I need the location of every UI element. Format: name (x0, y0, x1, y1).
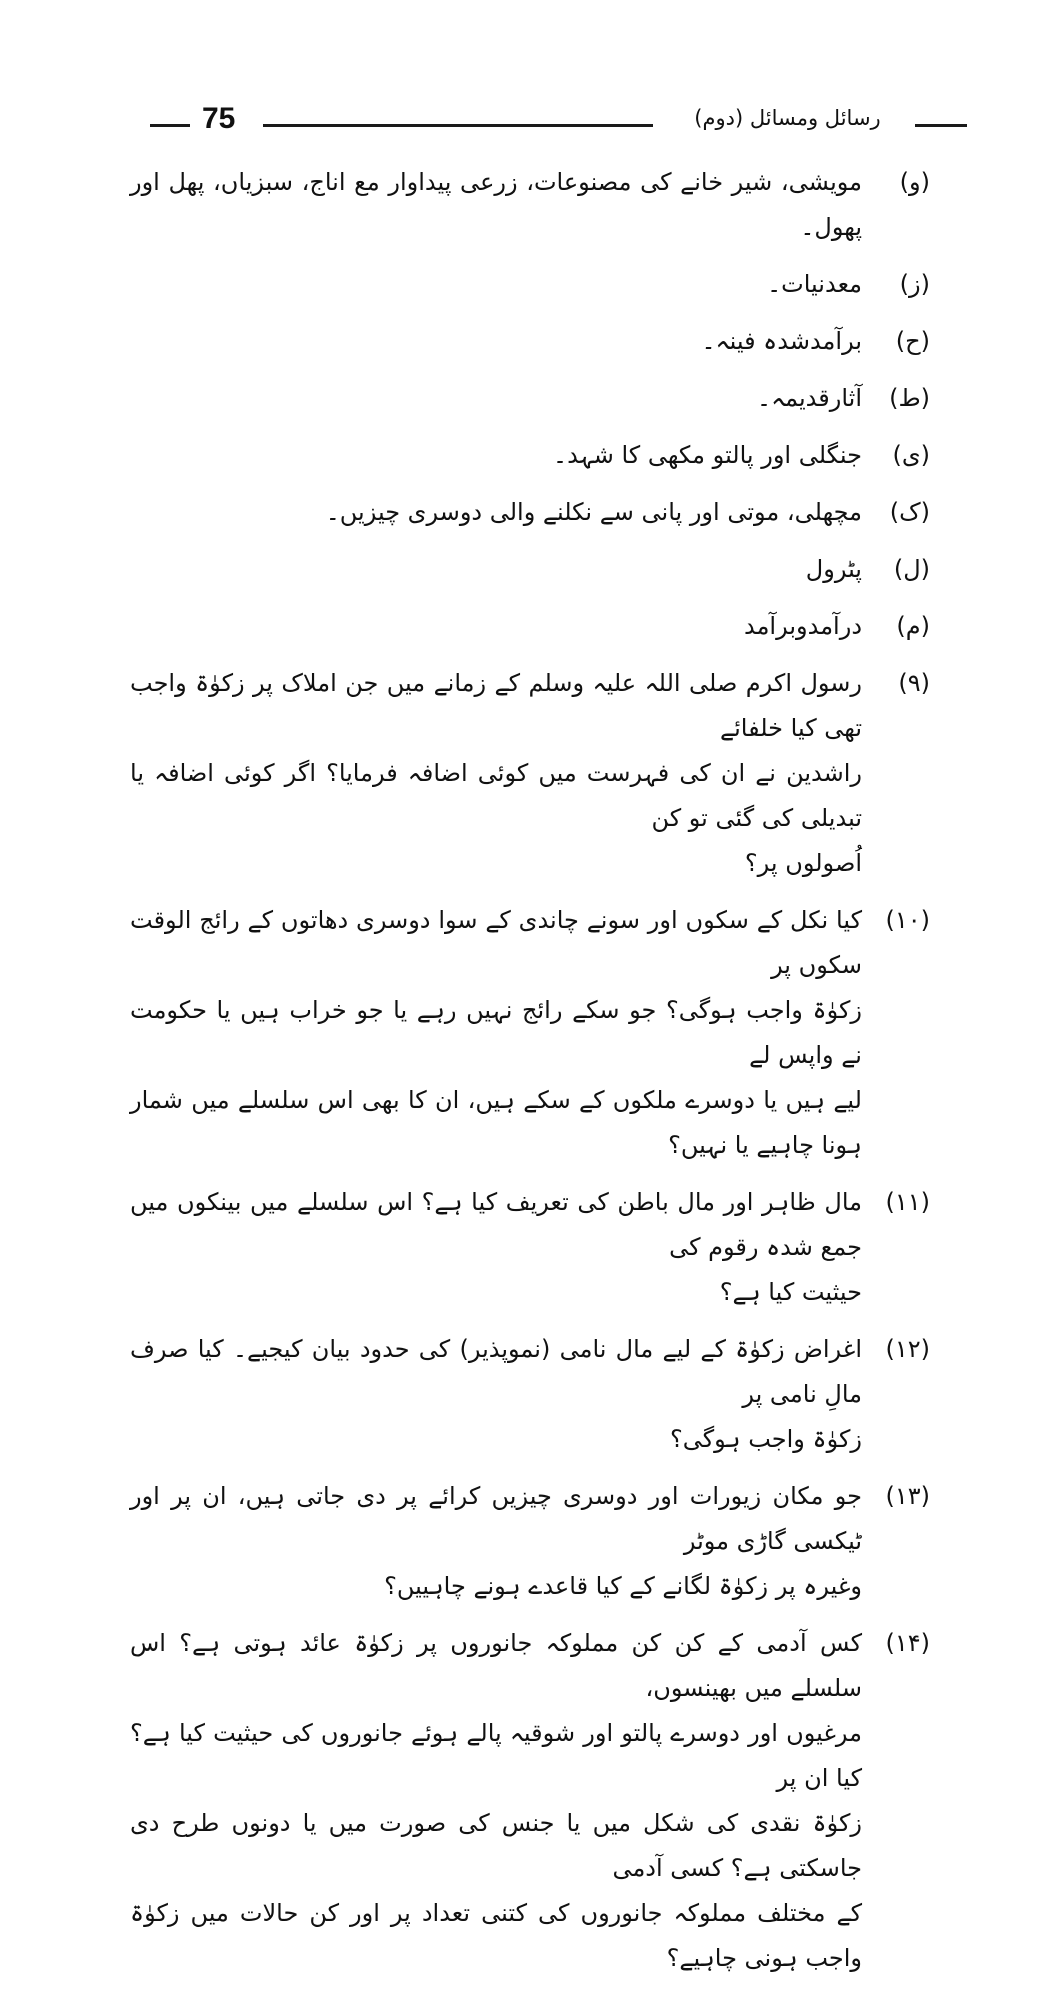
item-text-line: زکوٰۃ واجب ہوگی؟ (669, 1425, 862, 1453)
item-text-line: کیا نکل کے سکوں اور سونے چاندی کے سوا دوسری دھاتوں کے رائج الوقت سکوں پر (130, 906, 862, 979)
item-text-line: راشدین نے ان کی فہرست میں کوئی اضافہ فرمایا؟ اگر کوئی اضافہ یا تبدیلی کی گئی تو کن (130, 759, 862, 832)
item-text-line: درآمدوبرآمد (743, 612, 862, 640)
list-item (130, 547, 930, 592)
item-text (130, 433, 862, 478)
item-marker: (۱۴) (885, 1629, 930, 1657)
item-text-line: وغیرہ پر زکوٰۃ لگانے کے کیا قاعدے ہونے چاہییں؟ (384, 1572, 862, 1600)
item-text (130, 319, 862, 364)
list-item (130, 898, 930, 1168)
list-item (130, 604, 930, 649)
item-text (130, 160, 862, 250)
item-marker: (ل) (893, 555, 930, 583)
item-text-line: مرغیوں اور دوسرے پالتو اور شوقیہ پالے ہوئے جانوروں کی حیثیت کیا ہے؟ کیا ان پر (130, 1719, 862, 1792)
list-item (130, 1621, 930, 1981)
item-text (130, 547, 862, 592)
item-marker: (۱۱) (885, 1188, 930, 1216)
list-item (130, 1180, 930, 1315)
list-item (130, 319, 930, 364)
item-text (130, 898, 862, 1168)
item-text-line: آثارقدیمہ۔ (757, 384, 862, 412)
item-marker: (ح) (895, 327, 930, 355)
list-item (130, 160, 930, 250)
item-text-line: پٹرول (805, 555, 862, 583)
item-text-line: برآمدشدہ فینہ۔ (701, 327, 862, 355)
item-text (130, 1327, 862, 1462)
list-item (130, 661, 930, 886)
list-item (130, 376, 930, 421)
item-text-line: جنگلی اور پالتو مکھی کا شہد۔ (553, 441, 862, 469)
page-number: 75 (202, 102, 236, 135)
item-text-line: مال ظاہر اور مال باطن کی تعریف کیا ہے؟ اس سلسلے میں بینکوں میں جمع شدہ رقوم کی (130, 1188, 862, 1261)
list-item (130, 1474, 930, 1609)
item-marker: (ک) (889, 498, 930, 526)
item-text (130, 661, 862, 886)
item-text (130, 604, 862, 649)
item-marker: (م) (896, 612, 930, 640)
item-marker: (ط) (889, 384, 930, 412)
item-text-line: زکوٰۃ نقدی کی شکل میں یا جنس کی صورت میں یا دونوں طرح دی جاسکتی ہے؟ کسی آدمی (130, 1809, 862, 1882)
item-text-line: حیثیت کیا ہے؟ (719, 1278, 862, 1306)
list-item (130, 433, 930, 478)
question-list (130, 160, 930, 1993)
item-text-line: مچھلی، موتی اور پانی سے نکلنے والی دوسری چیزیں۔ (325, 498, 862, 526)
list-item (130, 1327, 930, 1462)
item-text (130, 376, 862, 421)
list-item (130, 262, 930, 307)
header-rule-right (915, 124, 967, 127)
item-text (130, 262, 862, 307)
item-marker: (۱۰) (885, 906, 930, 934)
item-marker: (۱۳) (885, 1482, 930, 1510)
item-text (130, 1180, 862, 1315)
item-text (130, 490, 862, 535)
item-text-line: زکوٰۃ واجب ہوگی؟ جو سکے رائج نہیں رہے یا جو خراب ہیں یا حکومت نے واپس لے (130, 996, 862, 1069)
page-header (150, 100, 950, 136)
header-rule-left (150, 124, 190, 127)
item-text-line: لیے ہیں یا دوسرے ملکوں کے سکے ہیں، ان کا بھی اس سلسلے میں شمار ہونا چاہیے یا نہیں؟ (130, 1086, 862, 1159)
item-text-line: کے مختلف مملوکہ جانوروں کی کتنی تعداد پر اور کن حالات میں زکوٰۃ واجب ہونی چاہیے؟ (130, 1899, 862, 1972)
list-item (130, 490, 930, 535)
item-text-line: معدنیات۔ (767, 270, 862, 298)
item-text (130, 1621, 862, 1981)
header-rule-middle (263, 124, 653, 127)
item-text (130, 1474, 862, 1609)
item-marker: (ی) (892, 441, 930, 469)
item-marker: (و) (899, 168, 930, 196)
item-marker: (ز) (899, 270, 930, 298)
running-title: رسائل ومسائل (دوم) (694, 106, 881, 130)
item-text-line: اُصولوں پر؟ (744, 849, 862, 877)
item-text-line: جو مکان زیورات اور دوسری چیزیں کرائے پر دی جاتی ہیں، ان پر اور ٹیکسی گاڑی موٹر (130, 1482, 862, 1555)
item-text-line: رسول اکرم صلی اللہ علیہ وسلم کے زمانے میں جن املاک پر زکوٰۃ واجب تھی کیا خلفائے (130, 669, 862, 742)
item-text-line: مویشی، شیر خانے کی مصنوعات، زرعی پیداوار مع اناج، سبزیاں، پھل اور پھول۔ (130, 168, 862, 241)
item-marker: (۱۲) (885, 1335, 930, 1363)
item-text-line: اغراض زکوٰۃ کے لیے مال نامی (نموپذیر) کی حدود بیان کیجیے۔ کیا صرف مالِ نامی پر (130, 1335, 862, 1408)
item-text-line: کس آدمی کے کن کن مملوکہ جانوروں پر زکوٰۃ عائد ہوتی ہے؟ اس سلسلے میں بھینسوں، (130, 1629, 862, 1702)
item-marker: (۹) (898, 669, 930, 697)
